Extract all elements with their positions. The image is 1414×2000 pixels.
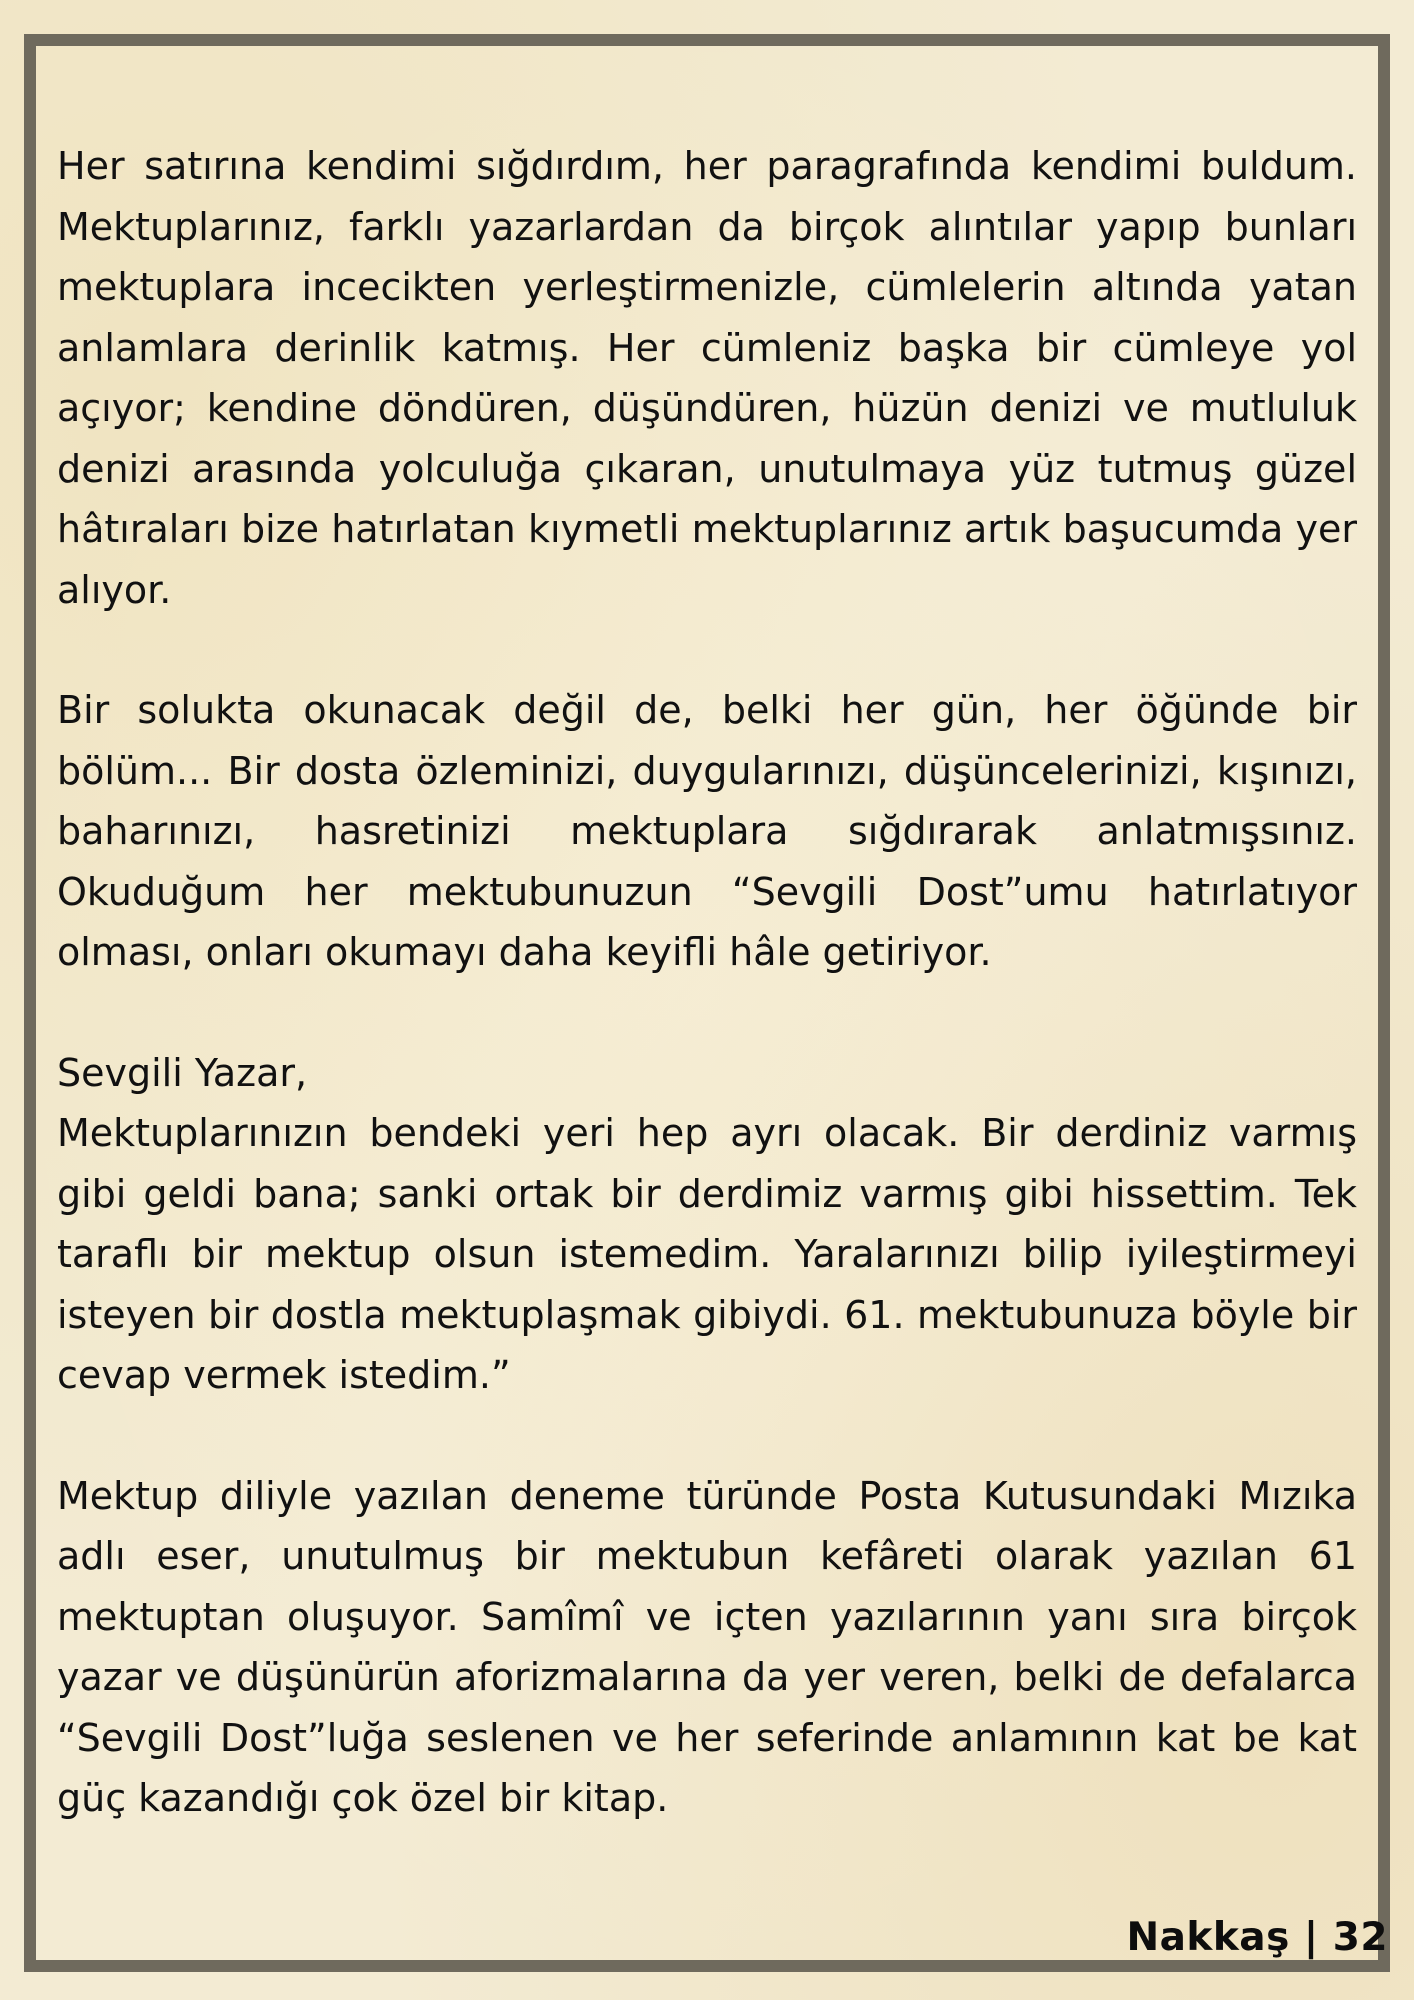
paragraph-4: Mektup diliyle yazılan deneme türünde Posta Kutusundaki Mızıka adlı eser, unutulmuş bir mektubun kefâreti olarak yazılan 61 mektuptan oluşuyor. Samîmî ve içten yazılarının yanı sıra birçok yazar ve düşünürün aforizmalarına da yer veren, belki de defalarca “Sevgili Dost”luğa seslenen ve her seferinde anlamının kat be kat güç kazandığı çok özel bir kitap. [57, 1473, 1357, 1820]
paragraph-1: Her satırına kendimi sığdırdım, her paragrafında kendimi buldum. Mektuplarınız, farklı yazarlardan da birçok alıntılar yapıp bunları mektuplara incecikten yerleştirmenizle, cümlelerin altında yatan anlamlara derinlik katmış. Her cümleniz başka bir cümleye yol açıyor; kendine döndüren, düşündüren, hüzün denizi ve mutluluk denizi arasında yolculuğa çıkaran, unutulmaya yüz tutmuş güzel hâtıraları bize hatırlatan kıymetli mektuplarınız artık başucumda yer alıyor. [57, 144, 1357, 612]
paragraph-3 [57, 1043, 1357, 1406]
paragraph-2: Bir solukta okunacak değil de, belki her gün, her öğünde bir bölüm... Bir dosta özleminizi, duygularınızı, düşüncelerinizi, kışınızı, baharınızı, hasretinizi mektuplara sığdırarak anlatmışsınız. Okuduğum her mektubunuzun “Sevgili Dost”umu hatırlatıyor olması, onları okumayı daha keyifli hâle getiriyor. [57, 688, 1357, 974]
article-body [57, 136, 1357, 1889]
salutation: Sevgili Yazar, [57, 1050, 308, 1095]
footer-label: Nakkaş | 32 [1126, 1915, 1388, 1960]
paragraph-3-text: Mektuplarınızın bendeki yeri hep ayrı olacak. Bir derdiniz varmış gibi geldi bana; sanki ortak bir derdimiz varmış gibi hissettim. Tek taraflı bir mektup olsun istemedim. Yaralarınızı bilip iyileştirmeyi isteyen bir dostla mektuplaşmak gibiydi. 61. mektubunuza böyle bir cevap vermek istedim.” [57, 1111, 1357, 1397]
page-footer [1126, 1915, 1388, 1960]
